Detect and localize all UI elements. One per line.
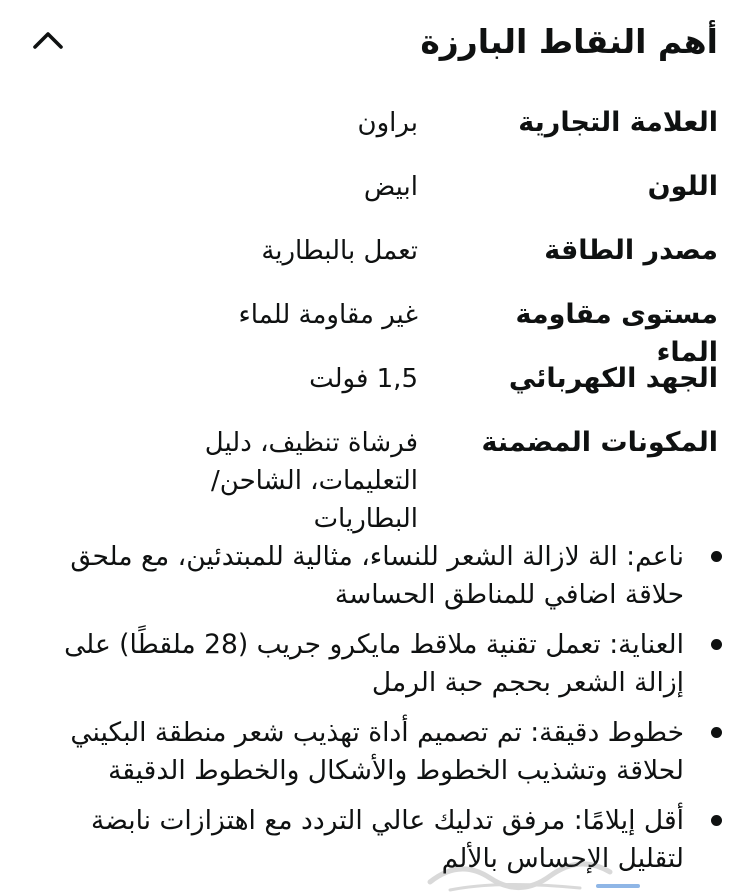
spec-label: مستوى مقاومة الماء <box>515 299 718 368</box>
list-item <box>34 626 724 702</box>
list-item <box>34 538 724 614</box>
spec-value: فرشاة تنظيف، دليل التعليمات، الشاحن/البطاريات <box>204 428 418 534</box>
collapse-button[interactable] <box>22 14 74 66</box>
list-item <box>34 714 724 790</box>
watermark-logo <box>420 852 620 896</box>
spec-label: المكونات المضمنة <box>481 427 718 458</box>
specs-table <box>32 104 718 534</box>
highlights-header[interactable] <box>22 14 718 68</box>
spec-row-color <box>32 168 718 232</box>
spec-label: اللون <box>647 171 718 202</box>
spec-label: الجهد الكهربائي <box>508 363 718 394</box>
spec-value: غير مقاومة للماء <box>238 300 418 330</box>
chevron-up-icon <box>31 29 65 51</box>
spec-row-voltage <box>32 360 718 424</box>
bullet-text: العناية: تعمل تقنية ملاقط مايكرو جريب (28 ملقطًا) على إزالة الشعر بحجم حبة الرمل <box>64 629 684 698</box>
section-title: أهم النقاط البارزة <box>420 22 718 61</box>
bullet-icon <box>711 815 722 826</box>
spec-value: تعمل بالبطارية <box>261 236 418 266</box>
spec-row-power-source <box>32 232 718 296</box>
spec-value: ابيض <box>363 172 418 202</box>
spec-row-brand <box>32 104 718 168</box>
spec-row-included-components <box>32 424 718 534</box>
bullet-text: ناعم: الة لازالة الشعر للنساء، مثالية للمبتدئين، مع ملحق حلاقة اضافي للمناطق الحساسة <box>70 541 684 610</box>
bullet-icon <box>711 727 722 738</box>
spec-row-water-resistance <box>32 296 718 368</box>
bullet-text: أقل إيلامًا: مرفق تدليك عالي التردد مع اهتزازات نابضة لتقليل الإحساس بالألم <box>91 805 684 874</box>
spec-value: براون <box>357 108 418 138</box>
spec-value: 1,5 فولت <box>309 364 418 394</box>
spec-label: العلامة التجارية <box>518 107 718 138</box>
bullet-icon <box>711 639 722 650</box>
bullet-text: خطوط دقيقة: تم تصميم أداة تهذيب شعر منطقة البكيني لحلاقة وتشذيب الخطوط والأشكال والخطوط الدقيقة <box>70 717 684 786</box>
bullet-icon <box>711 551 722 562</box>
list-item <box>34 802 724 878</box>
spec-label: مصدر الطاقة <box>544 235 718 266</box>
see-more-link[interactable] <box>596 884 640 888</box>
feature-bullets <box>34 538 724 890</box>
